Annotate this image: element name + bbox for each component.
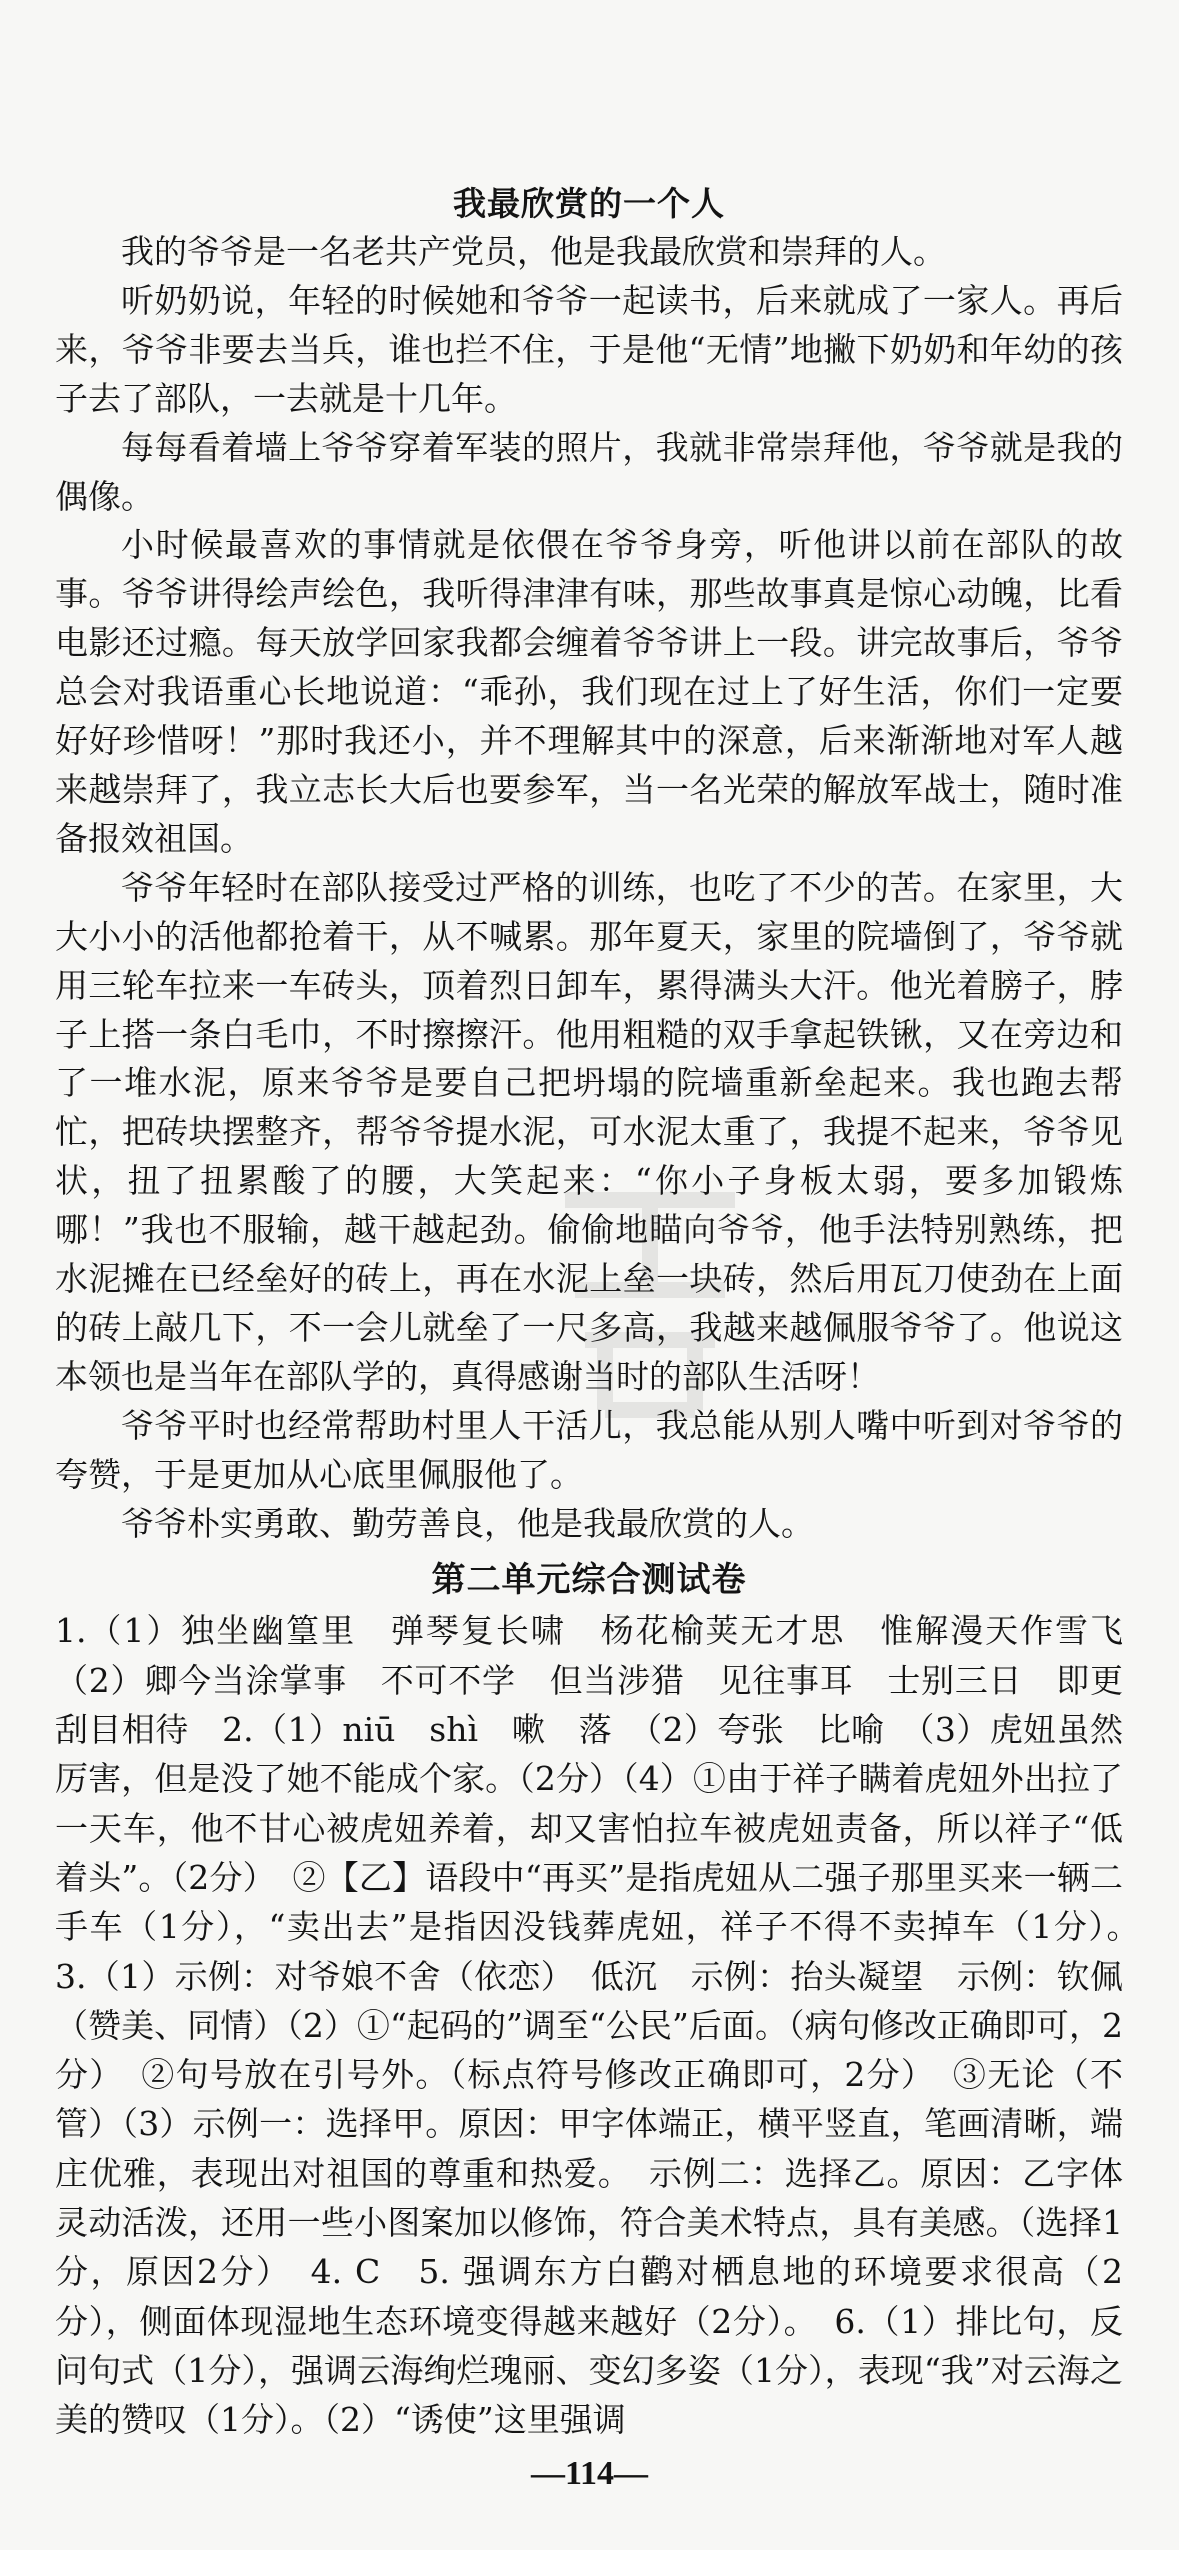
essay-paragraph: 爷爷平时也经常帮助村里人干活儿，我总能从别人嘴中听到对爷爷的夸赞，于是更加从心底里佩服他了。 — [55, 1405, 1123, 1494]
page-content — [55, 180, 1156, 2445]
essay-paragraph: 爷爷年轻时在部队接受过严格的训练，也吃了不少的苦。在家里，大大小小的活他都抢着干，从不喊累。那年夏天，家里的院墙倒了，爷爷就用三轮车拉来一车砖头，顶着烈日卸车，累得满头大汗。他光着膀子，脖子上搭一条白毛巾，不时擦擦汗。他用粗糙的双手拿起铁锹，又在旁边和了一堆水泥，原来爷爷是要自己把坍塌的院墙重新垒起来。我也跑去帮忙，把砖块摆整齐，帮爷爷提水泥，可水泥太重了，我提不起来，爷爷见状，扭了扭累酸了的腰，大笑起来：“你小子身板太弱，要多加锻炼哪！”我也不服输，越干越起劲。偷偷地瞄向爷爷，他手法特别熟练，把水泥摊在已经垒好的砖上，再在水泥上垒一块砖，然后用瓦刀使劲在上面的砖上敲几下，不一会儿就垒了一尺多高，我越来越佩服爷爷了。他说这本领也是当年在部队学的，真得感谢当时的部队生活呀！ — [55, 867, 1123, 1396]
section-title: 第二单元综合测试卷 — [431, 1560, 747, 1601]
essay-title: 我最欣赏的一个人 — [453, 184, 725, 223]
essay-paragraph: 我的爷爷是一名老共产党员，他是我最欣赏和崇拜的人。 — [121, 232, 946, 271]
essay-paragraph: 小时候最喜欢的事情就是依偎在爷爷身旁，听他讲以前在部队的故事。爷爷讲得绘声绘色，我听得津津有味，那些故事真是惊心动魄，比看电影还过瘾。每天放学回家我都会缠着爷爷讲上一段。讲完故事后，爷爷总会对我语重心长地说道：“乖孙，我们现在过上了好生活，你们一定要好好珍惜呀！”那时我还小，并不理解其中的深意，后来渐渐地对军人越来越崇拜了，我立志长大后也要参军，当一名光荣的解放军战士，随时准备报效祖国。 — [55, 525, 1123, 858]
answer-key-text: 1.（1）独坐幽篁里 弹琴复长啸 杨花榆荚无才思 惟解漫天作雪飞 （2）卿今当涂掌事 不可不学 但当涉猎 见往事耳 士别三日 即更刮目相待 2.（1）niū shì 嗽 落 （2）夸张 比喻 （3）虎妞虽然厉害，但是没了她不能成个家。（2分）（4）①由于祥子瞒着虎妞外出拉了一天车，他不甘心被虎妞养着，却又害怕拉车被虎妞责备，所以祥子“低着头”。（2分） ②【乙】语段中“再买”是指虎妞从二强子那里买来一辆二手车（1分），“卖出去”是指因没钱葬虎妞，祥子不得不卖掉车（1分）。 3.（1）示例：对爷娘不舍（依恋） 低沉 示例：抬头凝望 示例：钦佩（赞美、同情）（2）①“起码的”调至“公民”后面。（病句修改正确即可，2分） ②句号放在引号外。（标点符号修改正确即可，2分） ③无论（不管）（3）示例一：选择甲。原因：甲字体端正，横平竖直，笔画清晰，端庄优雅，表现出对祖国的尊重和热爱。 示例二：选择乙。原因：乙字体灵动活泼，还用一些小图案加以修饰，符合美术特点，具有美感。（选择1分，原因2分） 4. C 5. 强调东方白鹳对栖息地的环境要求很高（2分），侧面体现湿地生态环境变得越来越好（2分）。 6.（1）排比句，反问句式（1分），强调云海绚烂瑰丽、变幻多姿（1分），表现“我”对云海之美的赞叹（1分）。（2）“诱使”这里强调 — [55, 1611, 1156, 2440]
page-number: —114— — [530, 2455, 649, 2492]
essay-paragraph: 每每看着墙上爷爷穿着军装的照片，我就非常崇拜他，爷爷就是我的偶像。 — [55, 427, 1123, 516]
essay-body — [55, 228, 1123, 1548]
essay-paragraph: 听奶奶说，年轻的时候她和爷爷一起读书，后来就成了一家人。再后来，爷爷非要去当兵，谁也拦不住，于是他“无情”地撇下奶奶和年幼的孩子去了部队，一去就是十几年。 — [55, 280, 1123, 418]
essay-paragraph: 爷爷朴实勇敢、勤劳善良，他是我最欣赏的人。 — [121, 1503, 814, 1543]
